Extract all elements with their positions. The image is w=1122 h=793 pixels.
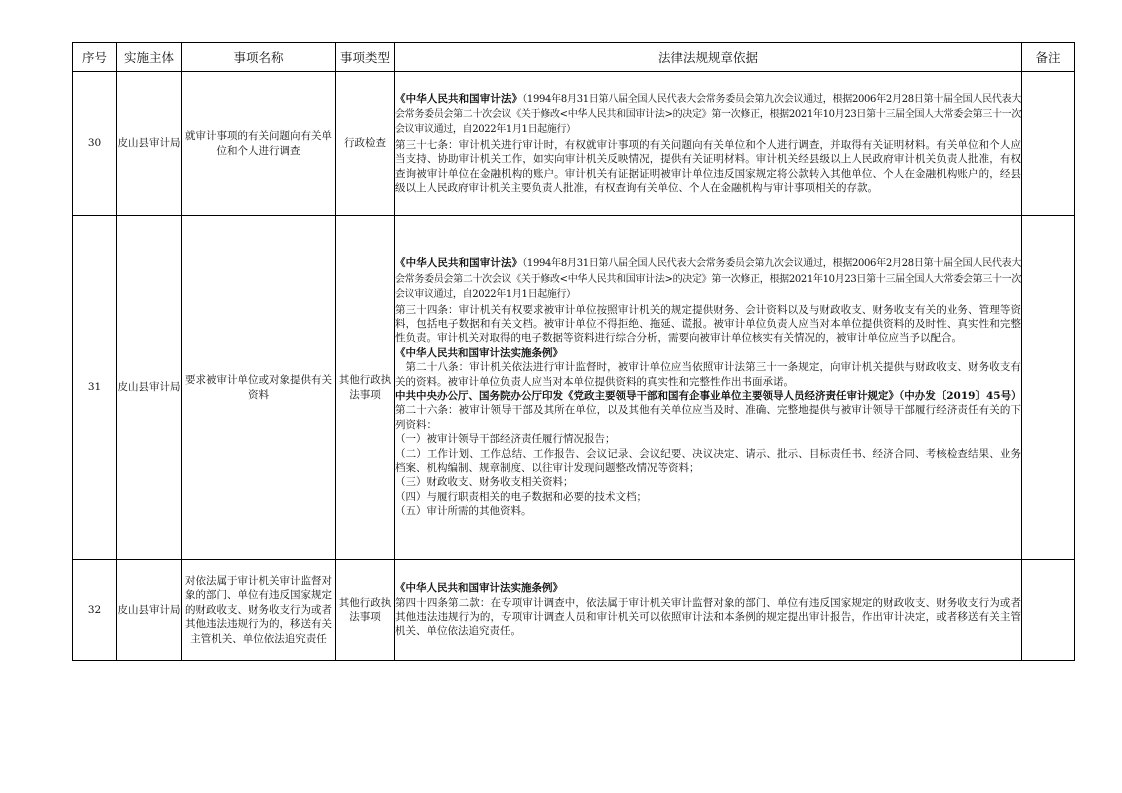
row-item: 对依法属于审计机关审计监督对象的部门、单位有违反国家规定的财政收支、财务收支行为或者其他违法违规行为的，移送有关主管机关、单位依法追究责任 xyxy=(182,560,336,661)
row-item: 就审计事项的有关问题向有关单位和个人进行调查 xyxy=(182,72,336,216)
header-remark: 备注 xyxy=(1022,43,1075,72)
row-subject: 皮山县审计局 xyxy=(117,72,182,216)
row-type: 其他行政执法事项 xyxy=(336,560,395,661)
law-article: 第二十六条：被审计领导干部及其所在单位，以及其他有关单位应当及时、准确、完整地提供与被审计领导干部履行经济责任有关的下列资料： xyxy=(395,404,1021,431)
table-row xyxy=(73,216,1075,560)
row-no: 31 xyxy=(73,216,117,560)
row-remark xyxy=(1022,72,1075,216)
row-no: 30 xyxy=(73,72,117,216)
table-row xyxy=(73,72,1075,216)
law-citation xyxy=(395,256,1021,302)
row-item: 要求被审计单位或对象提供有关资料 xyxy=(182,216,336,560)
law-article: 第四十四条第二款：在专项审计调查中，依法属于审计机关审计监督对象的部门、单位有违反国家规定的财政收支、财务收支行为或者其他违法违规行为的，专项审计调查人员和审计机关可以依照审计法和本条例的规定提出审计报告，作出审计决定，或者移送有关主管机关、单位依法追究责任。 xyxy=(395,596,1021,638)
row-remark xyxy=(1022,216,1075,560)
header-subject: 实施主体 xyxy=(117,43,182,72)
row-no: 32 xyxy=(73,560,117,661)
row-subject: 皮山县审计局 xyxy=(117,560,182,661)
list-item: （三）财政收支、财务收支相关资料； xyxy=(395,476,574,489)
row-type: 行政检查 xyxy=(336,72,395,216)
row-basis xyxy=(395,72,1022,216)
law-article: 第二十八条：审计机关依法进行审计监督时，被审计单位应当依照审计法第三十一条规定，向审计机关提供与财政收支、财务收支有关的资料。被审计单位负责人应当对本单位提供资料的真实性和完整性作出书面承诺。 xyxy=(395,361,1021,388)
law-title: 中共中央办公厅、国务院办公厅印发《党政主要领导干部和国有企事业单位主要领导人员经济责任审计规定》（中办发〔2019〕45号） xyxy=(395,390,1022,402)
law-title: 《中华人民共和国审计法实施条例》 xyxy=(395,582,563,595)
law-citation xyxy=(395,92,1021,138)
law-article: 第三十四条：审计机关有权要求被审计单位按照审计机关的规定提供财务、会计资料以及与财政收支、财务收支有关的业务、管理等资料，包括电子数据和有关文档。被审计单位不得拒绝、拖延、谎报。被审计单位负责人应当对本单位提供资料的及时性、真实性和完整性负责。审计机关对取得的电子数据等资料进行综合分析，需要向被审计单位核实有关情况的，被审计单位应当予以配合。 xyxy=(395,303,1021,345)
law-source: （1994年8月31日第八届全国人民代表大会常务委员会第九次会议通过，根据2006年2月28日第十届全国人民代表大会常务委员会第二十次会议《关于修改<中华人民共和国审计法>的决定》第一次修正，根据2021年10月23日第十三届全国人大常委会第三十一次会议审议通过，自2022年1月1日起施行） xyxy=(395,93,1022,136)
row-basis xyxy=(395,560,1022,661)
header-no: 序号 xyxy=(73,43,117,72)
table-row xyxy=(73,560,1075,661)
list-item: （二）工作计划、工作总结、工作报告、会议记录、会议纪要、决议决定、请示、批示、目标责任书、经济合同、考核检查结果、业务档案、机构编制、规章制度、以往审计发现问题整改情况等资料； xyxy=(395,447,1021,475)
row-remark xyxy=(1022,560,1075,661)
list-item: （一）被审计领导干部经济责任履行情况报告； xyxy=(395,433,616,446)
row-type: 其他行政执法事项 xyxy=(336,216,395,560)
row-basis xyxy=(395,216,1022,560)
law-article: 第三十七条：审计机关进行审计时，有权就审计事项的有关问题向有关单位和个人进行调查，并取得有关证明材料。有关单位和个人应当支持、协助审计机关工作，如实向审计机关反映情况，提供有关证明材料。审计机关经县级以上人民政府审计机关负责人批准，有权查询被审计单位在金融机构的账户。审计机关有证据证明被审计单位违反国家规定将公款转入其他单位、个人在金融机构账户的，经县级以上人民政府审计机关主要负责人批准，有权查询有关单位、个人在金融机构与审计事项相关的存款。 xyxy=(395,138,1021,195)
law-title: 《中华人民共和国审计法》 xyxy=(395,257,523,270)
law-title: 《中华人民共和国审计法》 xyxy=(395,92,523,105)
law-source: （1994年8月31日第八届全国人民代表大会常务委员会第九次会议通过，根据2006年2月28日第十届全国人民代表大会常务委员会第二十次会议《关于修改<中华人民共和国审计法>的决定》第一次修正，根据2021年10月23日第十三届全国人大常委会第三十一次会议审议通过，自2022年1月1日起施行） xyxy=(395,258,1022,301)
header-item: 事项名称 xyxy=(182,43,336,72)
list-item: （四）与履行职责相关的电子数据和必要的技术文档； xyxy=(395,490,647,503)
row-subject: 皮山县审计局 xyxy=(117,216,182,560)
enforcement-items-table xyxy=(72,42,1075,661)
header-type: 事项类型 xyxy=(336,43,395,72)
header-basis: 法律法规规章依据 xyxy=(395,43,1022,72)
list-item: （五）审计所需的其他资料。 xyxy=(395,505,532,518)
law-title: 《中华人民共和国审计法实施条例》 xyxy=(395,346,563,359)
table-header-row xyxy=(73,43,1075,72)
